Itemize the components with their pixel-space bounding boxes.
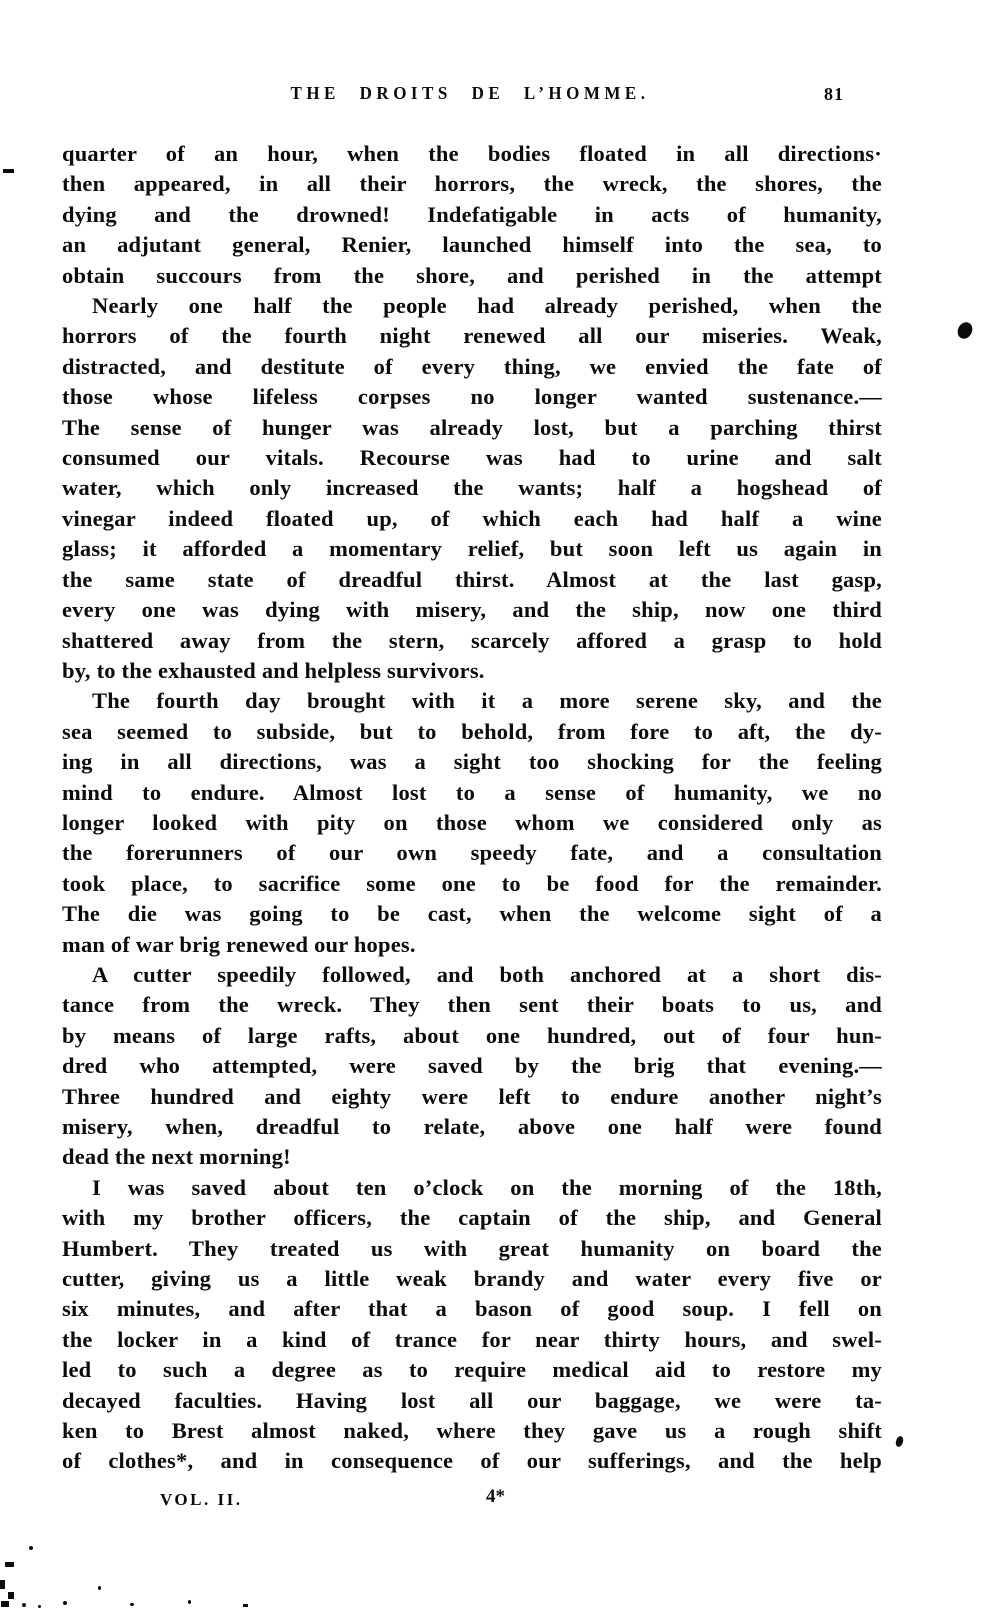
text-line: quarter of an hour, when the bodies floated in all directions· bbox=[62, 141, 882, 166]
text-line: consumed our vitals. Recourse was had to urine and salt bbox=[62, 445, 882, 471]
ink-speck bbox=[8, 1592, 14, 1599]
ink-speck bbox=[3, 169, 14, 173]
text-line: Nearly one half the people had already perished, when the bbox=[92, 293, 882, 319]
text-line: Three hundred and eighty were left to endure another night’s bbox=[62, 1083, 882, 1109]
text-line: the locker in a kind of trance for near thirty hours, and swel- bbox=[62, 1326, 882, 1352]
text-line: obtain succours from the shore, and perished in the attempt bbox=[62, 262, 882, 288]
text-line: sea seemed to subside, but to behold, from fore to aft, the dy- bbox=[62, 718, 882, 744]
text-line: distracted, and destitute of every thing, we envied the fate of bbox=[62, 353, 882, 379]
text-line: dying and the drowned! Indefatigable in acts of humanity, bbox=[62, 201, 882, 227]
paragraph bbox=[62, 139, 882, 291]
text-line: man of war brig renewed our hopes. bbox=[62, 931, 416, 957]
text-line: vinegar indeed floated up, of which each had half a wine bbox=[62, 505, 882, 531]
text-line: horrors of the fourth night renewed all our miseries. Weak, bbox=[62, 323, 882, 349]
ink-speck bbox=[1, 1601, 9, 1607]
ink-speck bbox=[894, 1435, 904, 1448]
text-line: mind to endure. Almost lost to a sense of humanity, we no bbox=[62, 779, 882, 805]
ink-speck bbox=[0, 1580, 5, 1589]
ink-speck bbox=[63, 1601, 67, 1605]
text-line: decayed faculties. Having lost all our baggage, we were ta- bbox=[62, 1387, 882, 1413]
paragraph bbox=[62, 960, 882, 1173]
text-line: The sense of hunger was already lost, but a parching thirst bbox=[62, 414, 882, 440]
paragraph bbox=[62, 1173, 882, 1477]
text-line: shattered away from the stern, scarcely affored a grasp to hold bbox=[62, 627, 882, 653]
page-title: THE DROITS DE L’HOMME. bbox=[290, 83, 650, 104]
page-number: 81 bbox=[824, 84, 844, 104]
text-line: of clothes*, and in consequence of our sufferings, and the help bbox=[62, 1448, 882, 1474]
text-line: six minutes, and after that a bason of good soup. I fell on bbox=[62, 1296, 882, 1322]
text-line: took place, to sacrifice some one to be food for the remainder. bbox=[62, 870, 882, 896]
text-line: longer looked with pity on those whom we considered only as bbox=[62, 809, 882, 835]
paragraph bbox=[62, 291, 882, 686]
text-line: by, to the exhausted and helpless survivors. bbox=[62, 657, 485, 683]
text-line: ken to Brest almost naked, where they gave us a rough shift bbox=[62, 1418, 882, 1444]
text-line: dead the next morning! bbox=[62, 1144, 291, 1170]
text-line: cutter, giving us a little weak brandy and water every five or bbox=[62, 1266, 882, 1292]
ink-speck bbox=[130, 1603, 134, 1606]
ink-speck bbox=[98, 1586, 101, 1590]
ink-speck bbox=[29, 1546, 33, 1550]
text-line: with my brother officers, the captain of the ship, and General bbox=[62, 1205, 882, 1231]
text-line: the forerunners of our own speedy fate, and a consultation bbox=[62, 840, 882, 866]
ink-speck bbox=[243, 1604, 248, 1607]
ink-speck bbox=[955, 320, 975, 342]
ink-speck bbox=[38, 1605, 41, 1608]
volume-label: VOL. II. bbox=[160, 1490, 243, 1509]
text-line: A cutter speedily followed, and both anchored at a short dis- bbox=[92, 961, 882, 987]
text-line: the same state of dreadful thirst. Almost at the last gasp, bbox=[62, 566, 882, 592]
text-line: The fourth day brought with it a more serene sky, and the bbox=[92, 688, 882, 714]
text-line: then appeared, in all their horrors, the wreck, the shores, the bbox=[62, 171, 882, 197]
text-line: glass; it afforded a momentary relief, but soon left us again in bbox=[62, 536, 882, 562]
signature-mark: 4* bbox=[486, 1486, 505, 1507]
text-line: every one was dying with misery, and the ship, now one third bbox=[62, 597, 882, 623]
text-line: those whose lifeless corpses no longer wanted sustenance.— bbox=[62, 384, 882, 410]
text-line: an adjutant general, Renier, launched himself into the sea, to bbox=[62, 232, 882, 258]
text-line: The die was going to be cast, when the welcome sight of a bbox=[62, 901, 882, 927]
text-line: by means of large rafts, about one hundred, out of four hun- bbox=[62, 1022, 882, 1048]
text-line: led to such a degree as to require medical aid to restore my bbox=[62, 1357, 882, 1383]
paragraph bbox=[62, 686, 882, 960]
ink-speck bbox=[22, 1603, 26, 1607]
text-line: tance from the wreck. They then sent their boats to us, and bbox=[62, 992, 882, 1018]
body-text bbox=[62, 139, 882, 1477]
ink-speck bbox=[188, 1600, 191, 1604]
text-line: Humbert. They treated us with great humanity on board the bbox=[62, 1235, 882, 1261]
text-line: misery, when, dreadful to relate, above one half were found bbox=[62, 1114, 882, 1139]
text-line: dred who attempted, were saved by the brig that evening.— bbox=[62, 1053, 882, 1079]
text-line: I was saved about ten o’clock on the morning of the 18th, bbox=[92, 1174, 882, 1200]
text-line: water, which only increased the wants; half a hogshead of bbox=[62, 475, 882, 501]
text-line: ing in all directions, was a sight too shocking for the feeling bbox=[62, 749, 882, 775]
ink-speck bbox=[5, 1562, 14, 1567]
running-header bbox=[0, 84, 1000, 110]
